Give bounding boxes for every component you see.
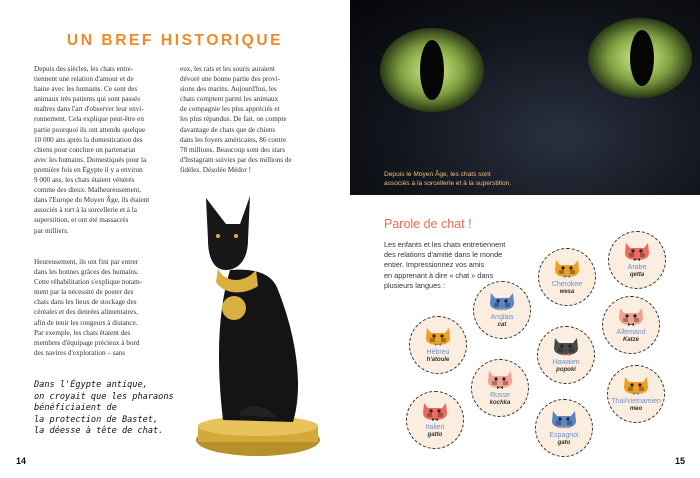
language-bubble <box>471 359 529 417</box>
language-name: Allemand <box>616 329 646 336</box>
cat-face-icon <box>485 367 515 391</box>
cat-face-icon <box>549 407 579 431</box>
photo-caption: Depuis le Moyen Âge, les chats sont associés à la sorcellerie et à la superstition. <box>384 171 512 187</box>
bastet-statue-image <box>178 190 323 462</box>
cat-word: popoki <box>556 367 576 373</box>
section-title: Parole de chat ! <box>384 217 472 231</box>
language-bubble <box>538 248 596 306</box>
cat-face-icon <box>420 399 450 423</box>
cat-face-icon <box>621 373 651 397</box>
language-bubble <box>473 281 531 339</box>
cat-word: qetta <box>629 272 645 278</box>
cat-word: kochka <box>489 400 511 406</box>
cat-word: h'atoule <box>426 357 450 363</box>
right-page <box>350 0 700 478</box>
language-bubble <box>602 296 660 354</box>
language-name: Arabe <box>627 264 647 271</box>
body-paragraph: Heureusement, ils ont fini par entrer dans les bonnes grâces des humains. Cette réhabilitation s'explique notam- ment par la nécessité de poster des chats dans les lieux de stockage des céréales et des denrées alimentaires, afin de tenir les rongeurs à distance. Par exemple, les chats étaient des membres d'équipage précieux à bord des navires d'exploration – sans <box>34 258 143 357</box>
cat-word: gato <box>557 440 571 446</box>
language-name: Anglais <box>490 314 514 321</box>
cat-face-icon <box>552 256 582 280</box>
language-bubble <box>409 316 467 374</box>
cat-face-icon <box>622 239 652 263</box>
cat-face-icon <box>616 304 646 328</box>
language-bubble <box>537 326 595 384</box>
language-name: Hawaien <box>552 359 580 366</box>
language-bubble <box>535 399 593 457</box>
body-paragraph: Depuis des siècles, les chats entre- tiennent une relation d'amour et de haine avec les humains. Ce sont des animaux très patients qui sont passés maîtres dans l'art d'observer leur envi- ronnement. Cela explique peut-être en partie pourquoi ils ont attendu quelque 10 000 ans après la domestication des chiens pour conclure un partenariat avec les humains. Domestiqués pour la première fois en Égypte il y a environ 9 000 ans, les chats étaient vénérés comme des dieux. Malheureusement, dans l'Europe du Moyen Âge, ils étaient associés à tort à la sorcellerie et à la superstition, et ont été massacrés par milliers. <box>34 65 150 235</box>
cat-word: Katze <box>622 337 639 343</box>
language-name: Hébreu <box>426 349 450 356</box>
page-number: 14 <box>16 456 27 466</box>
pull-quote: Dans l'Égypte antique, on croyait que les pharaons bénéficiaient de la protection de Bastet, la déesse à tête de chat. <box>34 380 174 437</box>
cat-word: cat <box>497 322 507 328</box>
language-name: Thaï/vietnamien <box>611 398 661 405</box>
language-name: Russe <box>490 392 510 399</box>
cat-eyes-photo <box>350 0 700 195</box>
language-bubble <box>607 365 665 423</box>
cat-eyes-illustration <box>350 0 700 195</box>
cat-face-icon <box>423 324 453 348</box>
language-bubble <box>406 391 464 449</box>
language-name: Cherokee <box>551 281 583 288</box>
cat-word: gatto <box>427 432 443 438</box>
page-title: UN BREF HISTORIQUE <box>66 32 284 49</box>
cat-word: wesa <box>559 289 575 295</box>
cat-word: meo <box>629 406 643 412</box>
body-paragraph: eux, les rats et les souris auraient dévoré une bonne partie des provi- sions des marins. Aujourd'hui, les chats comptent parmi les animaux de compagnie les plus appréciés et les plus répandus. De fait, on compte davantage de chats que de chiens dans les foyers américains, 86 contre 78 millions. Beaucoup sont des stars d'Instagram suivies par des millions de fidèles. Désolée Médor ! <box>180 65 292 174</box>
cat-face-icon <box>551 334 581 358</box>
language-name: Italien <box>425 424 445 431</box>
page-number: 15 <box>675 456 686 466</box>
language-name: Espagnol <box>549 432 579 439</box>
cat-face-icon <box>487 289 517 313</box>
intro-text: Les enfants et les chats entretiennent des relations d'amitié dans le monde entier. Impressionnez vos amis en apprenant à dire « chat » dans plusieurs langues : <box>384 240 506 290</box>
language-bubble <box>608 231 666 289</box>
